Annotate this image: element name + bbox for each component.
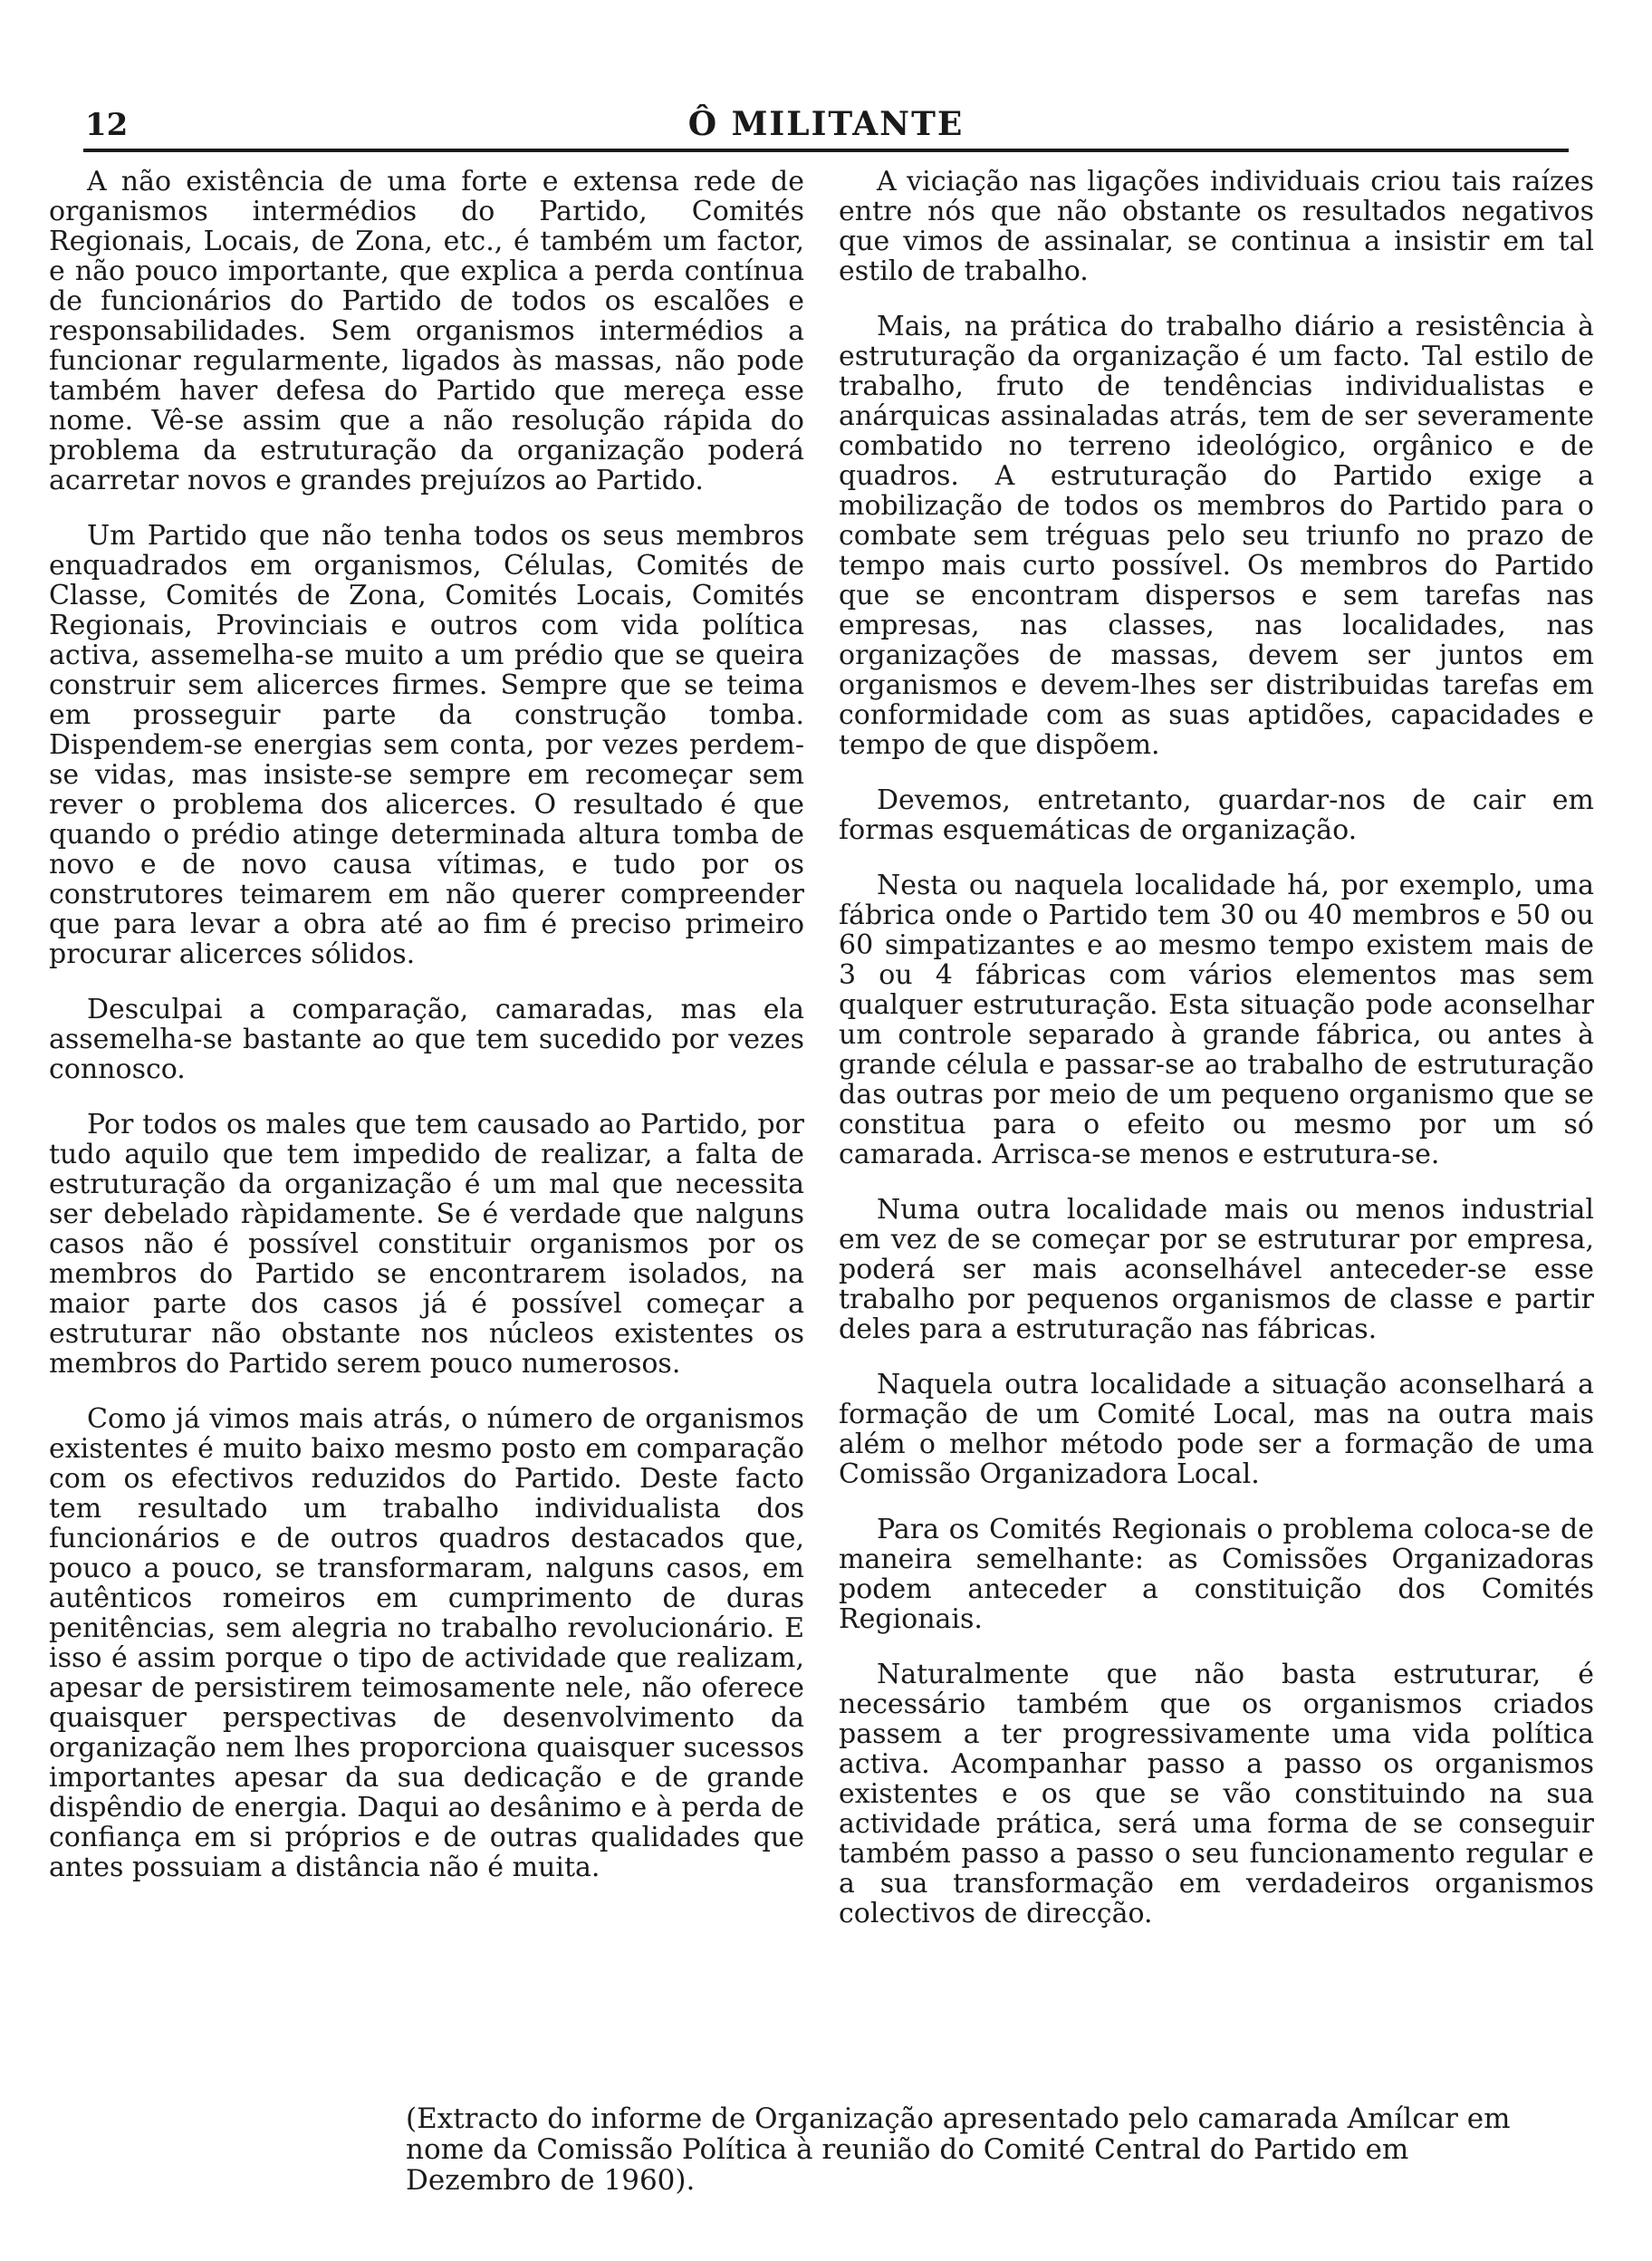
left-paragraph-2: Um Partido que não tenha todos os seus membros enquadrados em organismos, Células, Comités de Classe, Comités de Zona, Comités Locais, Comités Regionais, Provinciais e outros com vida política activa, assemelha-se muito a um prédio que se queira construir sem alicerces firmes. Sempre que se teima em prosseguir parte da construção tomba. Dispendem-se energias sem conta, por vezes perdem-se vidas, mas insiste-se sempre em recomeçar sem rever o problema dos alicerces. O resultado é que quando o prédio atinge determinada altura tomba de novo e de novo causa vítimas, e tudo por os construtores teimarem em não querer compreender que para levar a obra até ao fim é preciso primeiro procurar alicerces sólidos. — [49, 520, 804, 970]
right-column — [839, 167, 1594, 2051]
left-paragraph-3: Desculpai a comparação, camaradas, mas ela assemelha-se bastante ao que tem sucedido por vezes connosco. — [49, 994, 804, 1085]
right-paragraph-7: Para os Comités Regionais o problema coloca-se de maneira semelhante: as Comissões Organizadoras podem anteceder a constituição dos Comités Regionais. — [839, 1514, 1594, 1635]
left-paragraph-4: Por todos os males que tem causado ao Partido, por tudo aquilo que tem impedido de realizar, a falta de estruturação da organização é um mal que necessita ser debelado ràpidamente. Se é verdade que nalguns casos não é possível constituir organismos por os membros do Partido se encontrarem isolados, na maior parte dos casos já é possível começar a estruturar não obstante nos núcleos existentes os membros do Partido serem pouco numerosos. — [49, 1109, 804, 1380]
right-paragraph-2: Mais, na prática do trabalho diário a resistência à estruturação da organização é um facto. Tal estilo de trabalho, fruto de tendências individualistas e anárquicas assinaladas atrás, tem de ser severamente combatido no terreno ideológico, orgânico e de quadros. A estruturação do Partido exige a mobilização de todos os membros do Partido para o combate sem tréguas pelo seu triunfo no prazo de tempo mais curto possível. Os membros do Partido que se encontram dispersos e sem tarefas nas empresas, nas classes, nas localidades, nas organizações de massas, devem ser juntos em organismos e devem-lhes ser distribuidas tarefas em conformidade com as suas aptidões, capacidades e tempo de que dispõem. — [839, 311, 1594, 761]
right-paragraph-4: Nesta ou naquela localidade há, por exemplo, uma fábrica onde o Partido tem 30 ou 40 membros e 50 ou 60 simpatizantes e ao mesmo tempo existem mais de 3 ou 4 fábricas com vários elementos mas sem qualquer estruturação. Esta situação pode aconselhar um controle separado à grande fábrica, ou antes à grande célula e passar-se ao trabalho de estruturação das outras por meio de um pequeno organismo que se constitua para o efeito ou mesmo por um só camarada. Arrisca-se menos e estrutura-se. — [839, 870, 1594, 1170]
page-title: Ô MILITANTE — [687, 105, 965, 143]
page-header — [83, 101, 1569, 152]
left-paragraph-1: A não existência de uma forte e extensa rede de organismos intermédios do Partido, Comités Regionais, Locais, de Zona, etc., é também um factor, e não pouco importante, que explica a perda contínua de funcionários do Partido de todos os escalões e responsabilidades. Sem organismos intermédios a funcionar regularmente, ligados às massas, não pode também haver defesa do Partido que mereça esse nome. Vê-se assim que a não resolução rápida do problema da estruturação da organização poderá acarretar novos e grandes prejuízos ao Partido. — [49, 166, 804, 496]
right-paragraph-3: Devemos, entretanto, guardar-nos de cair em formas esquemáticas de organização. — [839, 784, 1594, 846]
page-number: 12 — [85, 107, 129, 143]
right-paragraph-8: Naturalmente que não basta estruturar, é necessário também que os organismos criados passem a ter progressivamente uma vida política activa. Acompanhar passo a passo os organismos existentes e os que se vão constituindo na sua actividade prática, será uma forma de se conseguir também passo a passo o seu funcionamento regular e a sua transformação em verdadeiros organismos colectivos de direcção. — [839, 1659, 1594, 1929]
right-paragraph-5: Numa outra localidade mais ou menos industrial em vez de se começar por se estruturar por empresa, poderá ser mais aconselhável anteceder-se esse trabalho por pequenos organismos de classe e partir deles para a estruturação nas fábricas. — [839, 1194, 1594, 1345]
right-paragraph-6: Naquela outra localidade a situação aconselhará a formação de um Comité Local, mas na outra mais além o melhor método pode ser a formação de uma Comissão Organizadora Local. — [839, 1369, 1594, 1490]
left-paragraph-5: Como já vimos mais atrás, o número de organismos existentes é muito baixo mesmo posto em comparação com os efectivos reduzidos do Partido. Deste facto tem resultado um trabalho individualista dos funcionários e de outros quadros destacados que, pouco a pouco, se transformaram, nalguns casos, em autênticos romeiros em cumprimento de duras penitências, sem alegria no trabalho revolucionário. E isso é assim porque o tipo de actividade que realizam, apesar de persistirem teimosamente nele, não oferece quaisquer perspectivas de desenvolvimento da organização nem lhes proporciona quaisquer sucessos importantes apesar da sua dedicação e de grande dispêndio de energia. Daqui ao desânimo e à perda de confiança em si próprios e de outras qualidades que antes possuiam a distância não é muita. — [49, 1403, 804, 1883]
left-column — [49, 167, 804, 2051]
source-note: (Extracto do informe de Organização apresentado pelo camarada Amílcar em nome da Comissão Política à reunião do Comité Central do Partido em Dezembro de 1960). — [406, 2102, 1511, 2197]
right-paragraph-1: A viciação nas ligações individuais criou tais raízes entre nós que não obstante os resultados negativos que vimos de assinalar, se continua a insistir em tal estilo de trabalho. — [839, 166, 1594, 287]
article-body — [49, 167, 1594, 2051]
